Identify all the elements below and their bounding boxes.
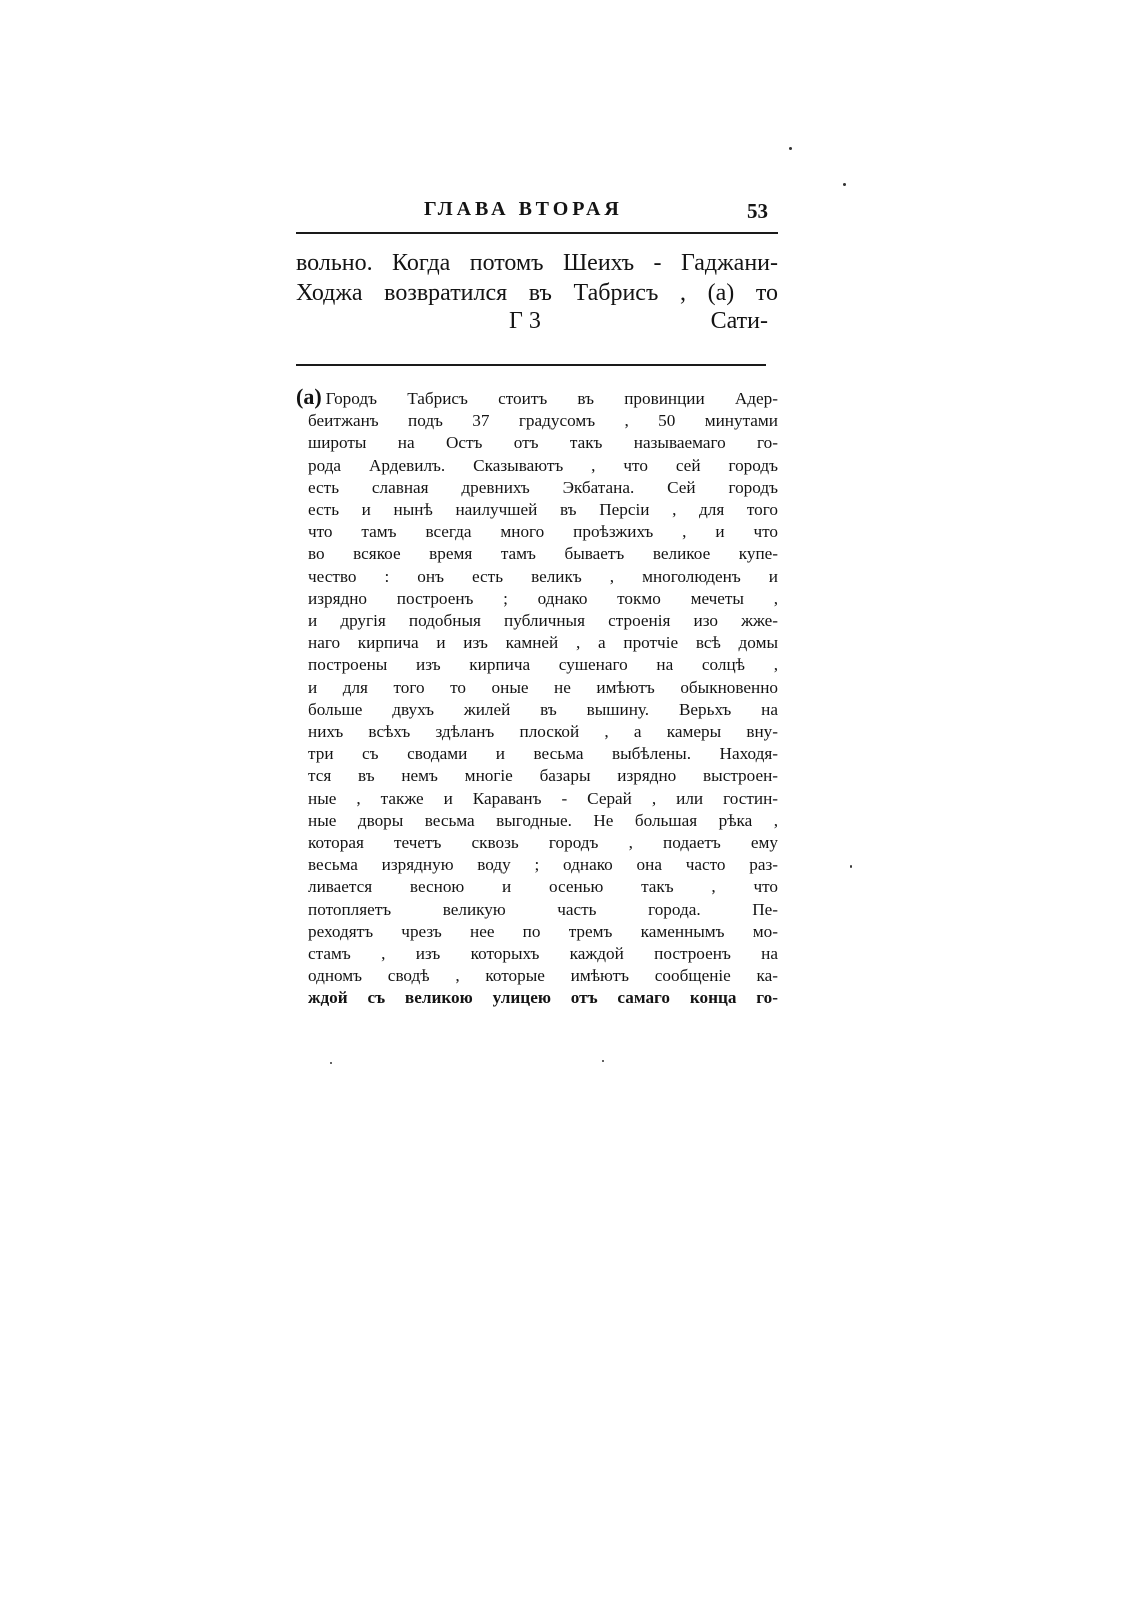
footnote-line bbox=[296, 386, 778, 410]
footnote bbox=[296, 386, 778, 1010]
printer-signature: Г 3 bbox=[509, 308, 541, 334]
signature-row bbox=[296, 308, 778, 342]
footnote-line: широты на Остъ отъ такъ называемаго го- bbox=[308, 433, 778, 453]
footnote-line: три съ сводами и весьма выбѣлены. Находя- bbox=[308, 744, 778, 764]
running-head: ГЛАВА ВТОРАЯ bbox=[424, 198, 623, 220]
footnote-line: потопляетъ великую часть города. Пе- bbox=[308, 899, 778, 919]
footnote-line: во всякое время тамъ бываетъ великое купе- bbox=[308, 544, 778, 564]
book-page bbox=[296, 190, 778, 1010]
footnote-line: и для того то оные не имѣютъ обыкновенно bbox=[308, 677, 778, 697]
footnote-line-text: Городъ Табрисъ стоитъ въ провинции Адер- bbox=[325, 389, 778, 408]
footnote-line: больше двухъ жилей въ вышину. Верьхъ на bbox=[308, 699, 778, 719]
footnote-line: и другія подобныя публичныя строенія изо жже- bbox=[308, 611, 778, 631]
footnote-line: стамъ , изъ которыхъ каждой построенъ на bbox=[308, 944, 778, 964]
footnote-mark: (a) bbox=[296, 384, 322, 409]
catchword: Сати- bbox=[710, 308, 768, 334]
scan-speck bbox=[843, 183, 846, 186]
page-number: 53 bbox=[747, 199, 768, 223]
scan-speck bbox=[850, 865, 852, 868]
scan-speck bbox=[602, 1060, 604, 1062]
footnote-line: ные дворы весьма выгодные. Не большая рѣка , bbox=[308, 810, 778, 830]
footnote-rule bbox=[296, 364, 766, 366]
footnote-line: которая течетъ сквозь городъ , подаетъ ему bbox=[308, 833, 778, 853]
scan-speck bbox=[330, 1062, 332, 1064]
footnote-line: ждой съ великою улицею отъ самаго конца го- bbox=[308, 988, 778, 1008]
footnote-line: есть славная древнихъ Экбатана. Сей городъ bbox=[308, 477, 778, 497]
main-text-line: Ходжа возвратился въ Табрисъ , (a) то bbox=[296, 280, 778, 306]
footnote-line: есть и нынѣ наилучшей въ Персіи , для того bbox=[308, 500, 778, 520]
main-text-line: вольно. Когда потомъ Шеихъ - Гаджани- bbox=[296, 250, 778, 276]
footnote-line: ливается весною и осенью такъ , что bbox=[308, 877, 778, 897]
main-text bbox=[296, 248, 778, 308]
footnote-line: наго кирпича и изъ камней , а протчіе всѣ домы bbox=[308, 633, 778, 653]
footnote-line: построены изъ кирпича сушенаго на солцѣ , bbox=[308, 655, 778, 675]
footnote-line: нихъ всѣхъ здѣланъ плоской , а камеры вну- bbox=[308, 722, 778, 742]
footnote-line: одномъ сводѣ , которые имѣютъ сообщеніе ка- bbox=[308, 966, 778, 986]
footnote-line: тся въ немъ многіе базары изрядно выстроен- bbox=[308, 766, 778, 786]
footnote-line: чество : онъ есть великъ , многолюденъ и bbox=[308, 566, 778, 586]
footnote-line: реходятъ чрезъ нее по тремъ каменнымъ мо- bbox=[308, 921, 778, 941]
footnote-line: рода Ардевилъ. Сказываютъ , что сей городъ bbox=[308, 455, 778, 475]
page-header bbox=[296, 190, 778, 232]
footnote-line: беитжанъ подъ 37 градусомъ , 50 минутами bbox=[308, 411, 778, 431]
footnote-line: что тамъ всегда много проѣзжихъ , и что bbox=[308, 522, 778, 542]
scan-speck bbox=[789, 147, 792, 150]
header-rule bbox=[296, 232, 778, 234]
footnote-line: ные , также и Караванъ - Серай , или гостин- bbox=[308, 788, 778, 808]
footnote-line: весьма изрядную воду ; однако она часто раз- bbox=[308, 855, 778, 875]
footnote-line: изрядно построенъ ; однако токмо мечеты , bbox=[308, 588, 778, 608]
